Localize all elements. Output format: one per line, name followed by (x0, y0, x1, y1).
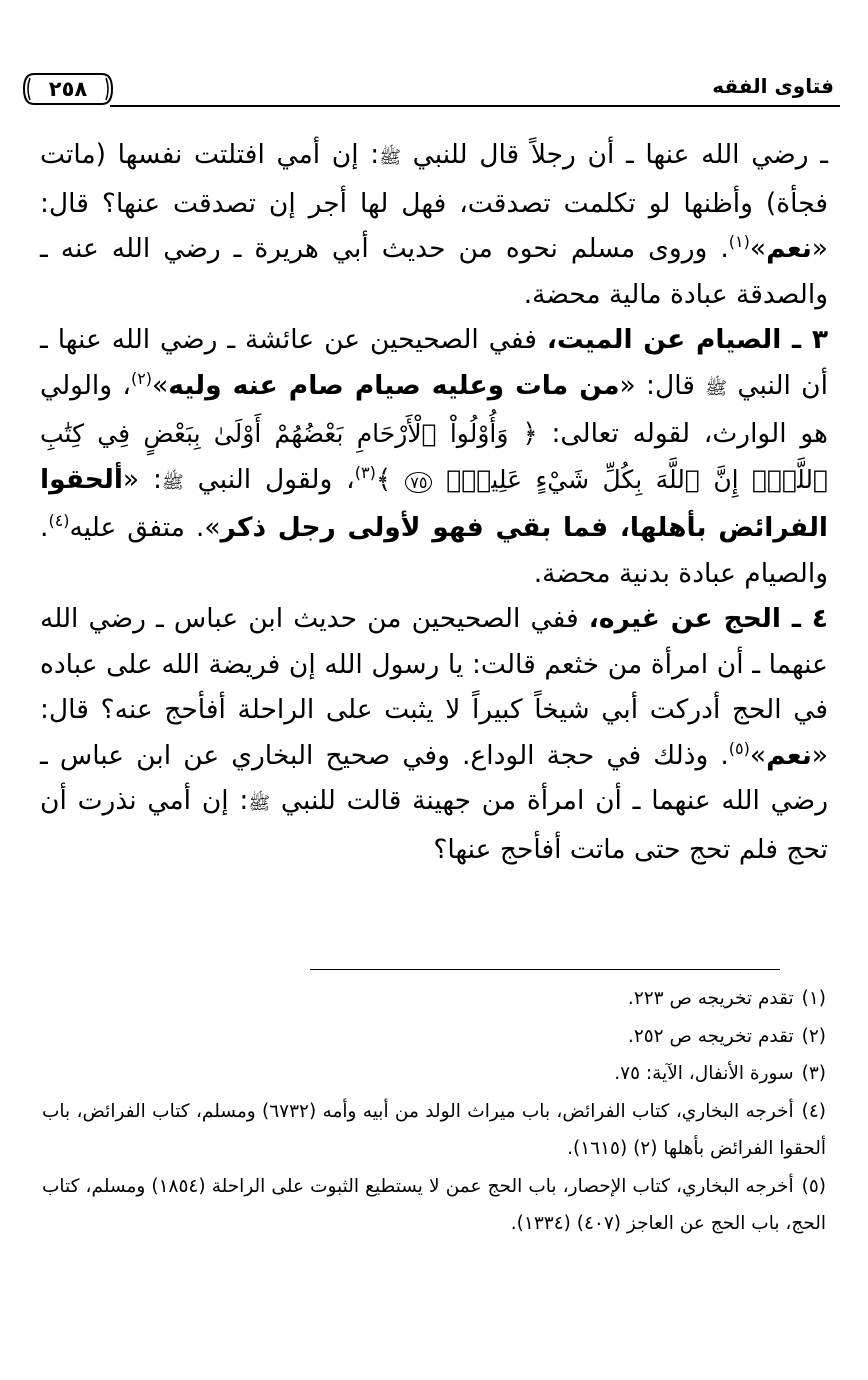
section-heading: ٤ ـ الحج عن غيره، (588, 603, 828, 634)
footnote-text: تقدم تخريجه ص ٢٢٣. (627, 988, 794, 1009)
footnote-1 (42, 980, 826, 1018)
footnotes (42, 980, 826, 1243)
main-text (40, 132, 828, 872)
footnote-number: (٢) (801, 1025, 826, 1047)
footnote-number: (٣) (801, 1063, 826, 1084)
text-run: : « (122, 463, 162, 495)
section-heading: ٣ ـ الصيام عن الميت، (546, 324, 828, 355)
salutation-icon: ﷺ (248, 793, 271, 814)
text-run: ففي الصحيحين من حديث ابن عباس ـ رضي الله عنهما ـ أن امرأة من خثعم قالت: يا رسول الله إن فريضة الله على عباده في الحج أدركت أبي شيخاً كبيراً لا يثبت على الراحلة أفأحج عنه؟ قال: « (40, 603, 828, 771)
text-run: » (749, 739, 767, 771)
footnote-text: أخرجه البخاري، كتاب الإحصار، باب الحج عمن لا يستطيع الثبوت على الراحلة (١٨٥٤) ومسلم، كتاب الحج، باب الحج عن العاجز (٤٠٧) (١٣٣٤). (42, 1175, 826, 1234)
text-run: : إن أمي نذرت أن تحج فلم تحج حتى ماتت أفأحج عنها؟ (40, 785, 828, 865)
text-run: . وروى مسلم نحوه من حديث أبي هريرة ـ رضي الله عنه ـ والصدقة عبادة مالية محضة. (40, 233, 828, 310)
salutation-icon: ﷺ (379, 147, 401, 168)
footnote-ref: (٣) (354, 462, 376, 482)
footnote-number: (٥) (801, 1175, 826, 1197)
paragraph-1 (40, 132, 828, 317)
footnote-ref: (٢) (130, 368, 153, 388)
text-run: . والصيام عبادة بدنية محضة. (40, 512, 828, 589)
quran-close-bracket: ﴾ (375, 463, 392, 495)
paragraph-2 (40, 317, 828, 596)
text-run: ـ رضي الله عنها ـ أن رجلاً قال للنبي (412, 139, 828, 170)
footnote-ref: (١) (728, 232, 750, 252)
footnote-number: (١) (801, 988, 826, 1009)
footnote-4 (42, 1093, 826, 1168)
page-number: ٢٥٨ (48, 77, 88, 101)
footnote-separator (310, 969, 780, 970)
header-rule (110, 105, 840, 107)
text-run: » (749, 233, 767, 264)
footnote-5 (42, 1168, 826, 1243)
text-run: ففي الصحيحين عن عائشة ـ رضي الله عنها ـ أن النبي (40, 324, 829, 401)
footnote-2 (42, 1018, 826, 1056)
text-run: ، ولقول النبي (197, 463, 355, 495)
text-run: . وذلك في حجة الوداع. وفي صحيح البخاري عن ابن عباس ـ رضي الله عنهما ـ أن امرأة من جهينة قالت للنبي (40, 739, 828, 816)
hadith-text: ألحقوا الفرائض بأهلها، فما بقي فهو لأولى رجل ذكر (40, 463, 828, 543)
quran-verse: وَأُوْلُواْ ٱلْأَرْحَامِ بَعْضُهُمْ أَوْلَىٰ بِبَعْضٍ فِي كِتَٰبِ ٱللَّهِۚ إِنَّ ٱللَّهَ بِكُلِّ شَيْءٍ عَلِيمُۢ (40, 419, 828, 494)
footnote-3 (42, 1055, 826, 1093)
text-run: قال: « (619, 369, 706, 401)
hadith-text: من مات وعليه صيام صام عنه وليه (168, 369, 620, 401)
footnote-ref: (٤) (48, 511, 70, 531)
salutation-icon: ﷺ (161, 471, 184, 493)
text-run: ». متفق عليه (69, 512, 221, 543)
text-run: ، والولي هو الوارث، لقوله تعالى: (40, 369, 828, 449)
footnote-text: تقدم تخريجه ص ٢٥٢. (627, 1025, 794, 1047)
quran-open-bracket: ﴿ (522, 418, 538, 449)
text-run: : إن أمي افتلتت نفسها (ماتت فجأة) وأظنها لو تكلمت تصدقت، فهل لها أجر إن تصدقت عنها؟ قال: « (40, 139, 828, 264)
hadith-text: نعم (766, 739, 812, 771)
footnote-ref: (٥) (728, 738, 750, 758)
running-title: فتاوى الفقه (712, 74, 834, 98)
footnote-number: (٤) (801, 1100, 826, 1122)
text-run: » (152, 369, 169, 401)
footnote-text: أخرجه البخاري، كتاب الفرائض، باب ميراث الولد من أبيه وأمه (٦٧٣٢) ومسلم، كتاب الفرائض، باب ألحقوا الفرائض بأهلها (٢) (١٦١٥). (42, 1100, 826, 1159)
page-header (22, 68, 840, 120)
salutation-icon: ﷺ (705, 377, 728, 399)
ayah-number: ٧٥ (405, 472, 432, 493)
page-number-badge (22, 72, 114, 106)
paragraph-3 (40, 596, 828, 872)
footnote-text: سورة الأنفال، الآية: ٧٥. (614, 1063, 794, 1084)
hadith-text: نعم (766, 233, 812, 264)
